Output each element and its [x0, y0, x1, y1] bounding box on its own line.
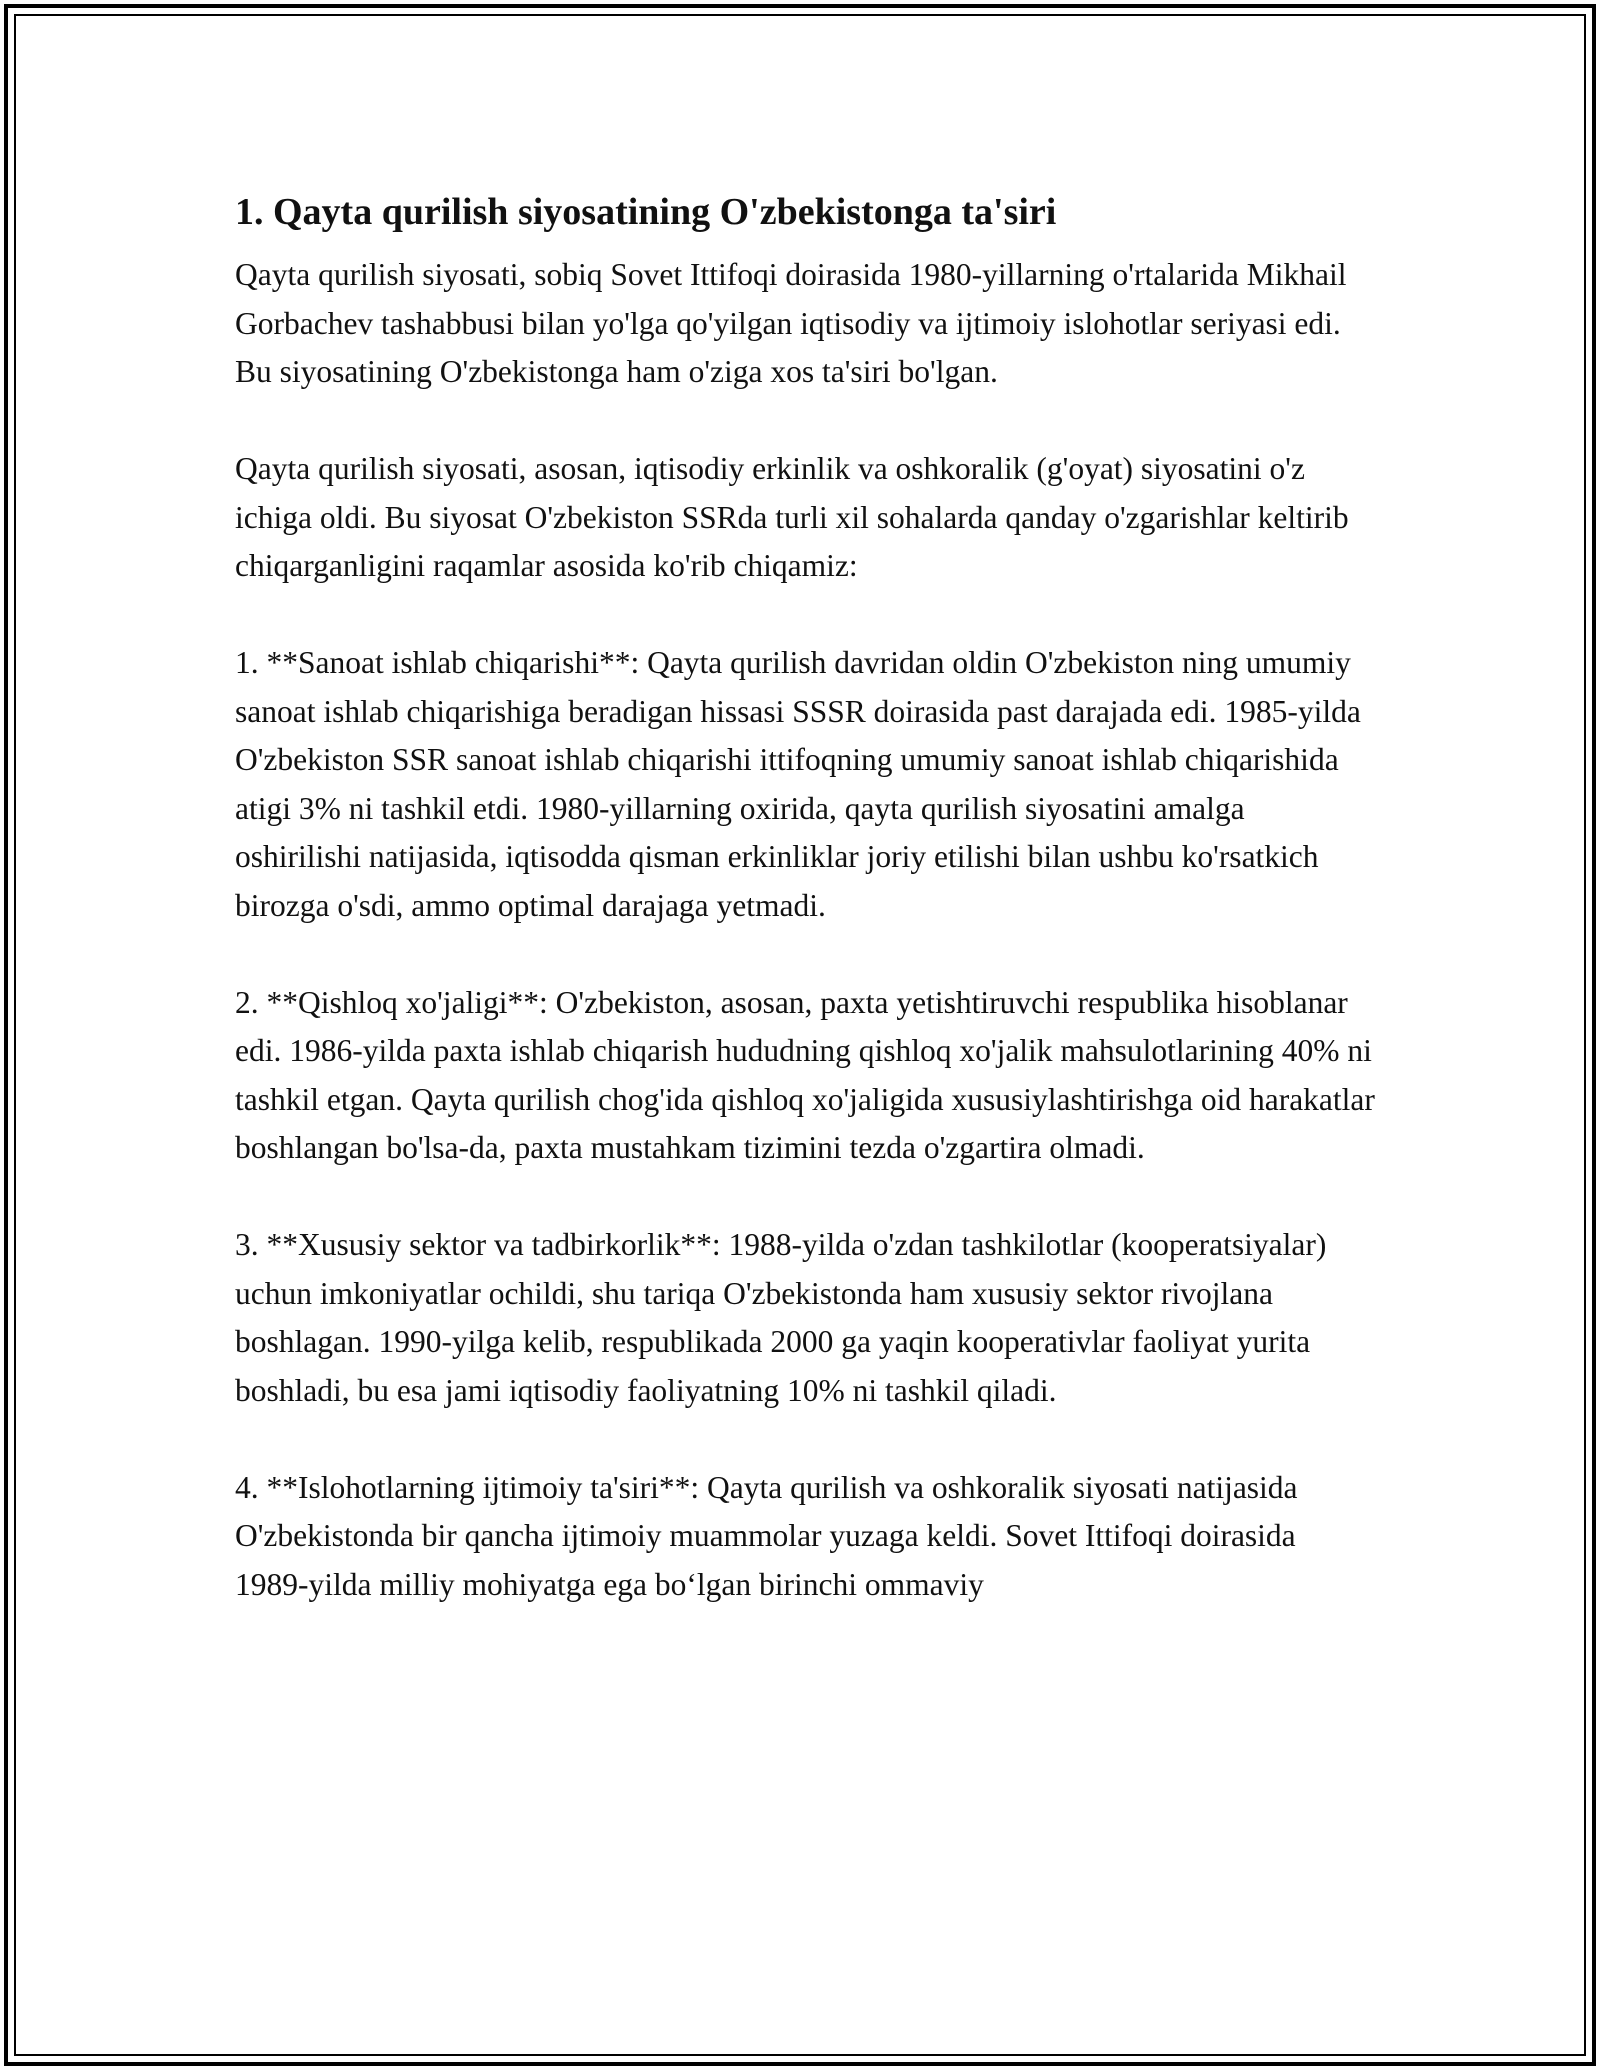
- paragraph-industry: 1. **Sanoat ishlab chiqarishi**: Qayta qurilish davridan oldin O'zbekiston ning umumiy sanoat ishlab chiqarishiga beradigan hissasi SSSR doirasida past darajada edi. 1985-yilda O'zbekiston SSR sanoat ishlab chiqarishi ittifoqning umumiy sanoat ishlab chiqarishida atigi 3% ni tashkil etdi. 1980-yillarning oxirida, qayta qurilish siyosatini amalga oshirilishi natijasida, iqtisodda qisman erkinliklar joriy etilishi bilan ushbu ko'rsatkich birozga o'sdi, ammo optimal darajaga yetmadi.: [235, 645, 1361, 923]
- paragraph-intro: Qayta qurilish siyosati, sobiq Sovet Ittifoqi doirasida 1980-yillarning o'rtalarida Mikhail Gorbachev tashabbusi bilan yo'lga qo'yilgan iqtisodiy va ijtimoiy islohotlar seriyasi edi. Bu siyosatining O'zbekistonga ham o'ziga xos ta'siri bo'lgan.: [235, 257, 1347, 389]
- paragraph-agriculture: 2. **Qishloq xo'jaligi**: O'zbekiston, asosan, paxta yetishtiruvchi respublika hisoblanar edi. 1986-yilda paxta ishlab chiqarish hududning qishloq xo'jalik mahsulotlarining 40% ni tashkil etgan. Qayta qurilish chog'ida qishloq xo'jaligida xususiylashtirishga oid harakatlar boshlangan bo'lsa-da, paxta mustahkam tizimini tezda o'zgartira olmadi.: [235, 984, 1375, 1165]
- paragraph-private-sector: 3. **Xususiy sektor va tadbirkorlik**: 1988-yilda o'zdan tashkilotlar (kooperatsiyalar) uchun imkoniyatlar ochildi, shu tariqa O'zbekistonda ham xususiy sektor rivojlana boshlagan. 1990-yilga kelib, respublikada 2000 ga yaqin kooperativlar faoliyat yurita boshladi, bu esa jami iqtisodiy faoliyatning 10% ni tashkil qiladi.: [235, 1227, 1327, 1408]
- paragraph-social-impact: 4. **Islohotlarning ijtimoiy ta'siri**: Qayta qurilish va oshkoralik siyosati natijasida O'zbekistonda bir qancha ijtimoiy muammolar yuzaga keldi. Sovet Ittifoqi doirasida 1989-yilda milliy mohiyatga ega bo‘lgan birinchi ommaviy: [235, 1469, 1298, 1602]
- section-title: 1. Qayta qurilish siyosatining O'zbekistonga ta'siri: [235, 191, 1057, 233]
- paragraph-overview: Qayta qurilish siyosati, asosan, iqtisodiy erkinlik va oshkoralik (g'oyat) siyosatini o'z ichiga oldi. Bu siyosat O'zbekiston SSRda turli xil sohalarda qanday o'zgarishlar keltirib chiqarganligini raqamlar asosida ko'rib chiqamiz:: [235, 451, 1349, 583]
- document-body: [235, 187, 1375, 1658]
